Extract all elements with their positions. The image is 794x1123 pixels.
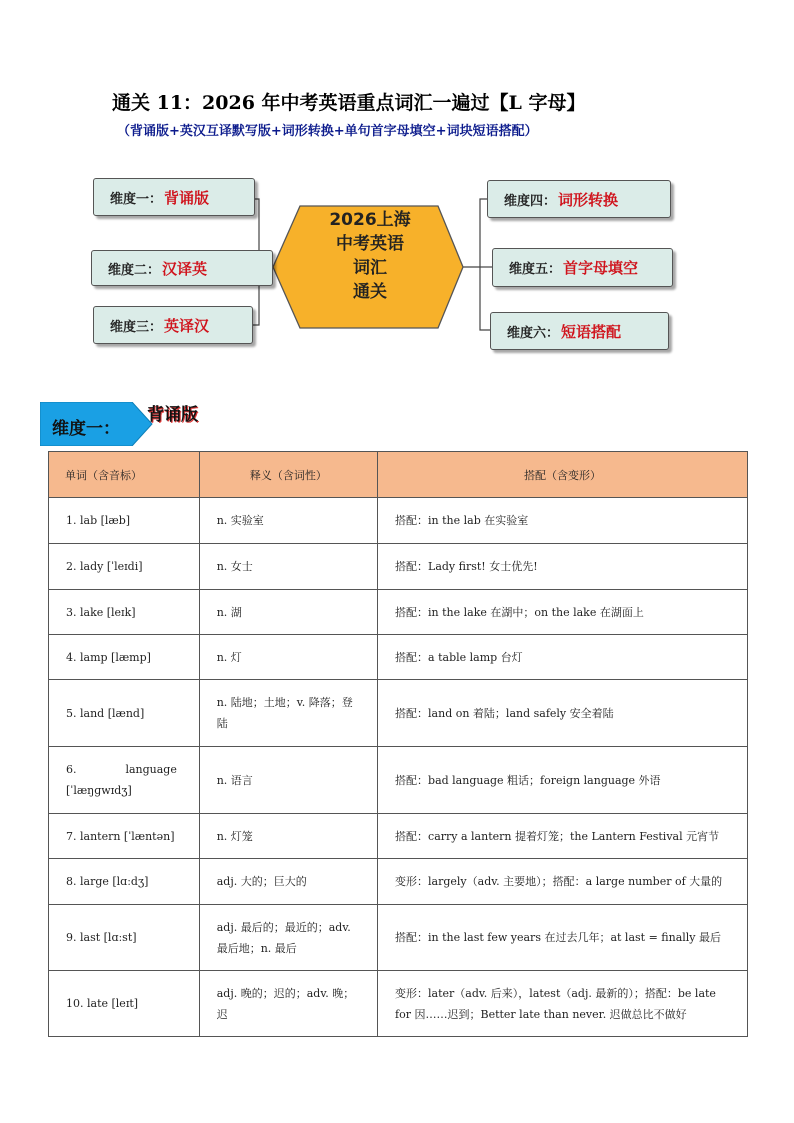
table-row [49, 544, 748, 590]
cell-meaning: n. 女士 [199, 544, 377, 590]
cell-usage: 搭配：in the last few years 在过去几年；at last = finally 最后 [378, 905, 748, 971]
cell-meaning: n. 实验室 [199, 498, 377, 544]
cell-word: 10. late [leɪt] [49, 971, 200, 1037]
node-label: 词形转换 [558, 190, 619, 209]
mindmap-node-dim3 [93, 306, 253, 344]
cell-meaning: n. 湖 [199, 590, 377, 635]
page-title: 通关 11：2026 年中考英语重点词汇一遍过【L 字母】 [112, 92, 586, 114]
mindmap-node-dim5 [492, 248, 673, 287]
cell-usage: 搭配：bad language 粗话；foreign language 外语 [378, 747, 748, 814]
cell-word: 1. lab [læb] [49, 498, 200, 544]
header-meaning: 释义（含词性） [199, 452, 377, 498]
cell-meaning: adj. 晚的；迟的；adv. 晚；迟 [199, 971, 377, 1037]
node-label: 汉译英 [162, 259, 208, 278]
center-hexagon-label [300, 208, 440, 304]
mindmap-node-dim2 [91, 250, 273, 286]
cell-word: 9. last [lɑːst] [49, 905, 200, 971]
table-row [49, 635, 748, 680]
cell-meaning: n. 陆地；土地；v. 降落；登陆 [199, 680, 377, 747]
mindmap-node-dim6 [490, 312, 669, 350]
table-row [49, 905, 748, 971]
section-tab-label: 维度一： [52, 419, 120, 439]
cell-word: 8. large [lɑːdʒ] [49, 859, 200, 905]
cell-meaning: adj. 最后的；最近的；adv. 最后地；n. 最后 [199, 905, 377, 971]
header-usage: 搭配（含变形） [378, 452, 748, 498]
center-line: 词汇 [353, 258, 387, 278]
cell-usage: 变形：largely（adv. 主要地）；搭配：a large number of 大量的 [378, 859, 748, 905]
cell-usage: 搭配：a table lamp 台灯 [378, 635, 748, 680]
center-line: 2026上海 [329, 210, 411, 230]
node-prefix: 维度四： [504, 193, 557, 209]
table-row [49, 814, 748, 859]
table-row [49, 498, 748, 544]
table-header-row [49, 452, 748, 498]
node-prefix: 维度二： [108, 262, 161, 278]
table-row [49, 680, 748, 747]
cell-word: 2. lady [ˈleɪdi] [49, 544, 200, 590]
node-prefix: 维度五： [509, 262, 562, 277]
cell-usage: 搭配：in the lake 在湖中；on the lake 在湖面上 [378, 590, 748, 635]
vocab-table [48, 451, 748, 1037]
node-label: 短语搭配 [561, 322, 622, 341]
node-label: 英译汉 [164, 316, 210, 335]
node-label: 首字母填空 [563, 259, 639, 277]
cell-usage: 搭配：in the lab 在实验室 [378, 498, 748, 544]
node-prefix: 维度三： [110, 319, 163, 335]
node-prefix: 维度一： [110, 191, 163, 207]
header-word: 单词（含音标） [49, 452, 200, 498]
cell-meaning: n. 语言 [199, 747, 377, 814]
cell-word: 6. language [ˈlæŋɡwɪdʒ] [49, 747, 200, 814]
cell-word: 7. lantern [ˈlæntən] [49, 814, 200, 859]
section-title: 背诵版 [147, 405, 198, 425]
table-row [49, 859, 748, 905]
cell-word: 5. land [lænd] [49, 680, 200, 747]
table-row [49, 747, 748, 814]
cell-word: 3. lake [leɪk] [49, 590, 200, 635]
cell-meaning: n. 灯 [199, 635, 377, 680]
page-subtitle: （背诵版+英汉互译默写版+词形转换+单句首字母填空+词块短语搭配） [117, 124, 538, 139]
cell-word: 4. lamp [læmp] [49, 635, 200, 680]
mindmap-node-dim4 [487, 180, 671, 218]
node-label: 背诵版 [164, 188, 210, 207]
table-row [49, 590, 748, 635]
center-line: 通关 [353, 282, 387, 302]
mindmap-node-dim1 [93, 178, 255, 216]
cell-meaning: n. 灯笼 [199, 814, 377, 859]
table-row [49, 971, 748, 1037]
cell-usage: 搭配：Lady first! 女士优先! [378, 544, 748, 590]
center-line: 中考英语 [336, 234, 404, 254]
cell-usage: 搭配：carry a lantern 提着灯笼；the Lantern Festival 元宵节 [378, 814, 748, 859]
cell-meaning: adj. 大的；巨大的 [199, 859, 377, 905]
cell-usage: 搭配：land on 着陆；land safely 安全着陆 [378, 680, 748, 747]
node-prefix: 维度六： [507, 325, 560, 341]
cell-usage: 变形：later（adv. 后来），latest（adj. 最新的）；搭配：be late for 因……迟到；Better late than never. 迟做总比不做好 [378, 971, 748, 1037]
